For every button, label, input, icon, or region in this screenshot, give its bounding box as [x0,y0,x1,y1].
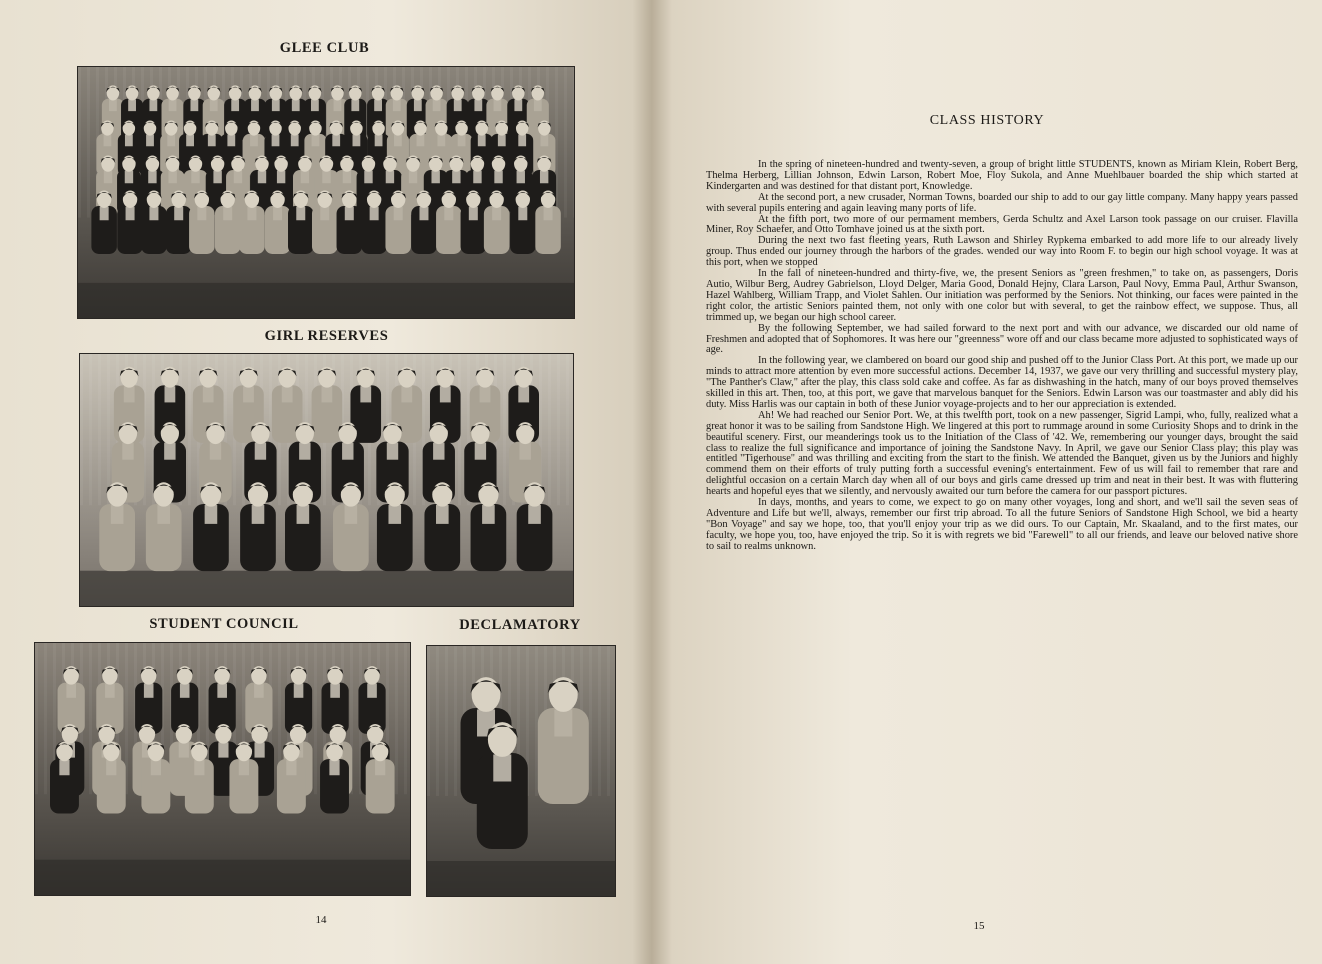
class-history-title: CLASS HISTORY [929,113,1045,128]
girl-reserves-caption: GIRL RESERVES [264,328,389,344]
student-council-caption: STUDENT COUNCIL [149,616,299,632]
history-paragraph: In the fall of nineteen-hundred and thirty-five, we, the present Seniors as "green freshmen," to take on, as passengers, Doris Autio, Wilbur Berg, Audrey Gabrielson, Lloyd Delger, Maria Good, Donald Hejny, Clara Larson, Paul Novy, Emma Paul, Arthur Swanson, Hazel Wahlberg, William Trapp, and Violet Sahlen. Our initiation was performed by the Seniors. Not thinking, our faces were painted in the right color, the artistic Seniors painted them, not only with one color but with several, to get the rainbow effect, we suppose. Thus, all trimmed up, we began our high school career. [706,268,1298,323]
student-council-photo [34,642,411,896]
declamatory-photo [426,645,616,897]
class-history-text [706,160,1298,553]
history-paragraph: By the following September, we had sailed forward to the next port and with our advance, we discarded our old name of Freshmen and adopted that of Sophomores. It was here our "greenness" wore off and our class became more adjusted to sophisticated ways of age. [706,322,1298,356]
history-paragraph: During the next two fast fleeting years, Ruth Lawson and Shirley Rypkema embarked to add more life to our already lively group. Thus ended our journey through the harbors of the grades. wended our way into Room F. to begin our high school voyage. It was at this port, when we stopped [706,235,1298,269]
history-paragraph: At the second port, a new crusader, Norman Towns, boarded our ship to add to our gay little company. Many happy years passed with several pupils entering and again leaving many ports of life. [706,191,1298,214]
history-paragraph: At the fifth port, two more of our permament members, Gerda Schultz and Axel Larson took passage on our cruiser. Flavilla Miner, Roy Schaefer, and Otto Tomhave joined us at the sixth port. [706,213,1298,236]
girl-reserves-photo [79,353,574,607]
glee-club-photo [77,66,575,319]
history-paragraph: Ah! We had reached our Senior Port. We, at this twelfth port, took on a new passenger, Sigrid Lampi, who, fully, realized what a great honor it was to be sailing from Sandstone High. We lingered at this port to rummage around in some Curiosity Shops and to drink in the beautiful scenery. First, our meanderings took us to the Initiation of the Class of '42. We, remembering our younger days, brought the said class to realize the full significance and importance of joining the Sandstone Navy. In April, we gave our Senior Class play; this play was entitled "Tigerhouse" and was thrilling and exciting from the start to the finish. We attended the Banquet, given us by the Juniors and highly commend them on their efforts of truly putting forth a successful evening's entertainment. Few of us will fail to remember that rare and delightful occasion on a certain March day when all of our boys and girls came dressed up trim and neat in their best. It was with fluttering hearts and hopeful eyes that we silently, and nervously awaited our turn before the camera for our passport pictures. [706,409,1298,498]
history-paragraph: In the following year, we clambered on board our good ship and pushed off to the Junior Class Port. At this port, we made up our minds to attract more attention by even more successful actions. December 14, 1937, we gave our very thrilling and successful mystery play, "The Panther's Claw," after the play, this class sold cake and coffee. As far as dishwashing in the hatch, many of our boys proved themselves skilled in this art. Then, too, at this port, we gave that marvelous banquet for the Seniors. Edwin Larson was our toastmaster and ably did his duty. Miss Harlis was our captain in both of these Junior voyage-projects and to her our appreciation is extended. [706,355,1298,410]
left-page [0,0,652,964]
declamatory-caption: DECLAMATORY [459,617,581,633]
page-number-right: 15 [973,920,985,932]
right-page [652,0,1322,964]
page-number-left: 14 [315,914,327,926]
history-paragraph: In the spring of nineteen-hundred and twenty-seven, a group of bright little STUDENTS, known as Miriam Klein, Robert Berg, Thelma Herberg, Lillian Johnson, Edwin Larson, Robert Moe, Floy Sukola, and Anne Muehlbauer boarded the ship which started at Kindergarten and was destined for that distant port, Knowledge. [706,159,1298,192]
glee-club-caption: GLEE CLUB [279,40,370,56]
history-paragraph: In days, months, and years to come, we expect to go on many other voyages, long and short, and we'll sail the seven seas of Adventure and Life but we'll, always, remember our first trip abroad. To all the future Seniors of Sandstone High School, we bid a hearty "Bon Voyage" and say we hope, too, that you'll enjoy your trip as we did ours. To our Captain, Mr. Skaaland, and to the first mates, our faculty, we hope you, too, have enjoyed the trip. So it is with regrets we bid "Farewell" to all our friends, and leave our beloved native shore to sail to realms unknown. [706,497,1298,552]
